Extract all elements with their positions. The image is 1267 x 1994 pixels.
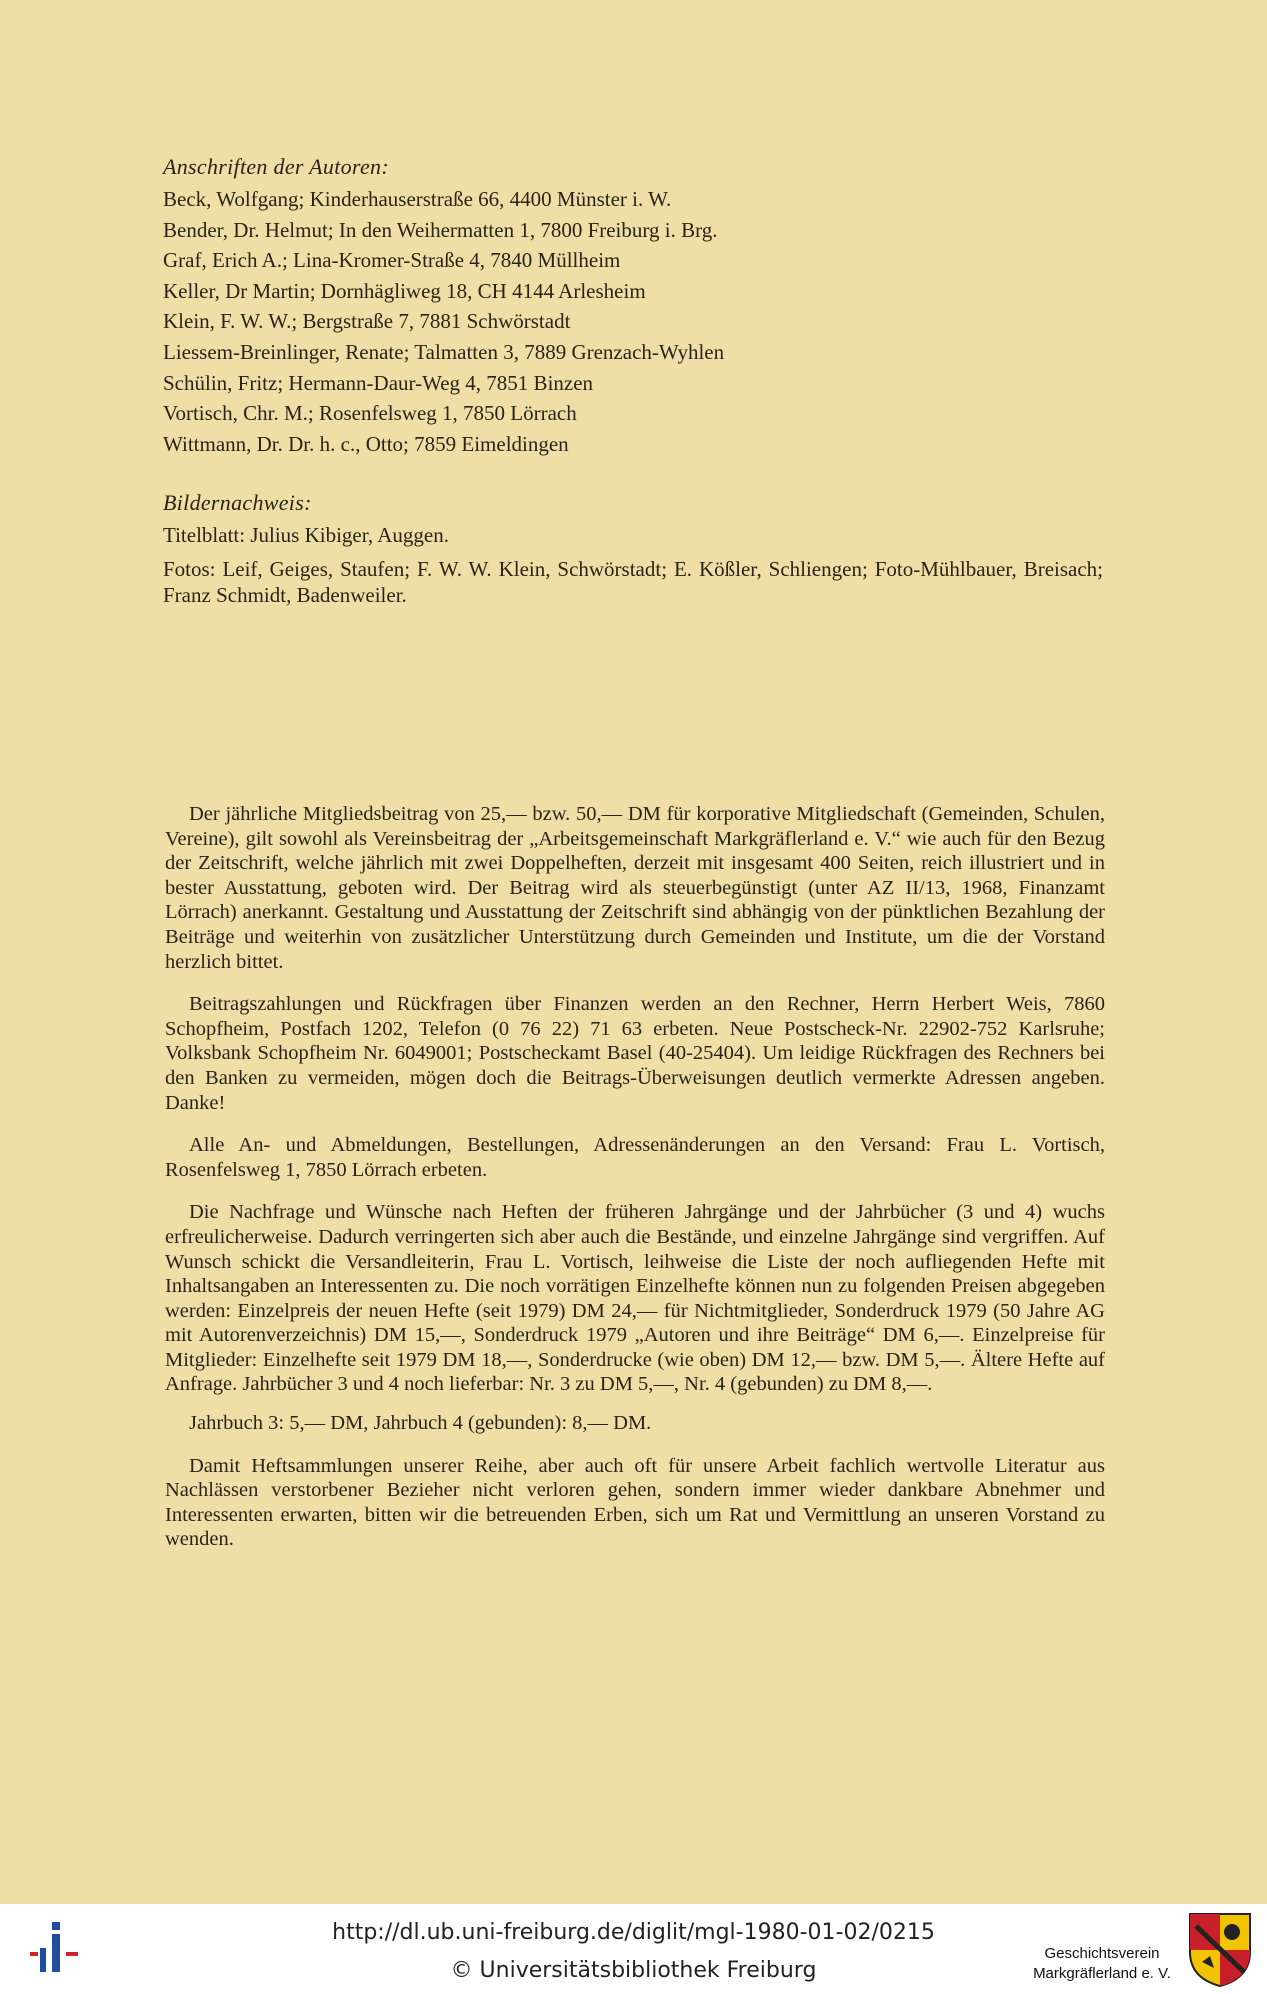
- society-name-line: Geschichtsverein: [1044, 1945, 1160, 1962]
- copyright-notice: © Universitätsbibliothek Freiburg: [450, 1958, 817, 1983]
- society-crest-icon: [1188, 1912, 1252, 1988]
- society-name-line: Markgräflerland e. V.: [1033, 1965, 1171, 1982]
- image-credits: [163, 522, 1103, 616]
- title-page-credit: Titelblatt: Julius Kibiger, Auggen.: [163, 523, 449, 547]
- society-name: [1022, 1944, 1182, 1984]
- permalink-url[interactable]: http://dl.ub.uni-freiburg.de/diglit/mgl-1980-01-02/0215: [332, 1920, 935, 1945]
- photo-credits: Fotos: Leif, Geiges, Staufen; F. W. W. Klein, Schwörstadt; E. Kößler, Schliengen; Foto-Mühlbauer, Breisach; Franz Schmidt, Badenweiler.: [163, 557, 1103, 607]
- paragraph-estates: Damit Heftsammlungen unserer Reihe, aber auch oft für unsere Arbeit fachlich wertvolle Literatur aus Nachlässen verstorbener Bezieher nicht verloren gehen, sondern immer wieder dankbare Abnehmer und Interessenten erwarten, bitten wir die betreuenden Erben, sich um Rat und Vermittlung an unseren Vorstand zu wenden.: [165, 1454, 1105, 1551]
- paragraph-yearbook-prices: Jahrbuch 3: 5,— DM, Jahrbuch 4 (gebunden): 8,— DM.: [189, 1412, 652, 1435]
- author-entry: Beck, Wolfgang; Kinderhauserstraße 66, 4400 Münster i. W.: [163, 187, 672, 211]
- author-entry: Bender, Dr. Helmut; In den Weihermatten 1, 7800 Freiburg i. Brg.: [163, 217, 718, 242]
- author-entry: Keller, Dr Martin; Dornhägliweg 18, CH 4144 Arlesheim: [163, 278, 646, 303]
- paragraph-registrations: Alle An- und Abmeldungen, Bestellungen, Adressenänderungen an den Versand: Frau L. Vortisch, Rosenfelsweg 1, 7850 Lörrach erbeten.: [165, 1134, 1105, 1181]
- author-entry: Liessem-Breinlinger, Renate; Talmatten 3, 7889 Grenzach-Wyhlen: [163, 339, 725, 364]
- authors-list: [163, 184, 724, 459]
- authors-heading: Anschriften der Autoren:: [163, 154, 389, 179]
- paragraph-payments: Beitragszahlungen und Rückfragen über Finanzen werden an den Rechner, Herrn Herbert Weis, 7860 Schopfheim, Postfach 1202, Telefon (0 76 22) 71 63 erbeten. Neue Postscheck-Nr. 22902-752 Karlsruhe; Volksbank Schopfheim Nr. 6049001; Postscheckamt Basel (40-25404). Um leidige Rückfragen des Rechners bei den Banken zu vermeiden, mögen doch die Beitrags-Überweisungen deutlich vermerkte Adressen angeben. Danke!: [165, 993, 1105, 1114]
- author-entry: Klein, F. W. W.; Bergstraße 7, 7881 Schwörstadt: [163, 309, 571, 334]
- paragraph-membership-fee: Der jährliche Mitgliedsbeitrag von 25,— bzw. 50,— DM für korporative Mitgliedschaft (Gemeinden, Schulen, Vereine), gilt sowohl als Vereinsbeitrag der „Arbeitsgemeinschaft Markgräflerland e. V.“ wie auch für den Bezug der Zeitschrift, welche jährlich mit zwei Doppelheften, derzeit mit insgesamt 400 Seiten, reich illustriert und in bester Ausstattung, geboten wird. Der Beitrag wird als steuerbegünstigt (unter AZ II/13, 1968, Finanzamt Lörrach) anerkannt. Gestaltung und Ausstattung der Zeitschrift sind abhängig von der pünktlichen Bezahlung der Beiträge und weiterhin von zusätzlicher Unterstützung durch Gemeinden und Institute, um die der Vorstand herzlich bittet.: [165, 803, 1105, 973]
- author-entry: Graf, Erich A.; Lina-Kromer-Straße 4, 7840 Müllheim: [163, 248, 621, 273]
- footer-bar: [0, 1904, 1267, 1994]
- author-entry: Vortisch, Chr. M.; Rosenfelsweg 1, 7850 Lörrach: [163, 401, 577, 426]
- credits-heading: Bildernachweis:: [163, 490, 312, 515]
- membership-info: [165, 802, 1105, 1570]
- author-entry: Schülin, Fritz; Hermann-Daur-Weg 4, 7851 Binzen: [163, 370, 594, 395]
- paragraph-back-issues: Die Nachfrage und Wünsche nach Heften der früheren Jahrgänge und der Jahrbücher (3 und 4) wuchs erfreulicherweise. Dadurch verringerten sich aber auch die Bestände, und einzelne Jahrgänge sind vergriffen. Auf Wunsch schickt die Versandleiterin, Frau L. Vortisch, leihweise die Liste der noch aufliegenden Hefte mit Inhaltsangaben an Interessenten zu. Die noch vorrätigen Einzelhefte können nun zu folgenden Preisen abgegeben werden: Einzelpreis der neuen Hefte (seit 1979) DM 24,— für Nichtmitglieder, Sonderdruck 1979 (50 Jahre AG mit Autorenverzeichnis) DM 15,—, Sonderdruck 1979 „Autoren und ihre Beiträge“ DM 6,—. Einzelpreise für Mitglieder: Einzelhefte seit 1979 DM 18,—, Sonderdrucke (wie oben) DM 12,— bzw. DM 5,—. Ältere Hefte auf Anfrage. Jahrbücher 3 und 4 noch lieferbar: Nr. 3 zu DM 5,—, Nr. 4 (gebunden) zu DM 8,—.: [165, 1201, 1105, 1396]
- author-entry: Wittmann, Dr. Dr. h. c., Otto; 7859 Eimeldingen: [163, 431, 569, 456]
